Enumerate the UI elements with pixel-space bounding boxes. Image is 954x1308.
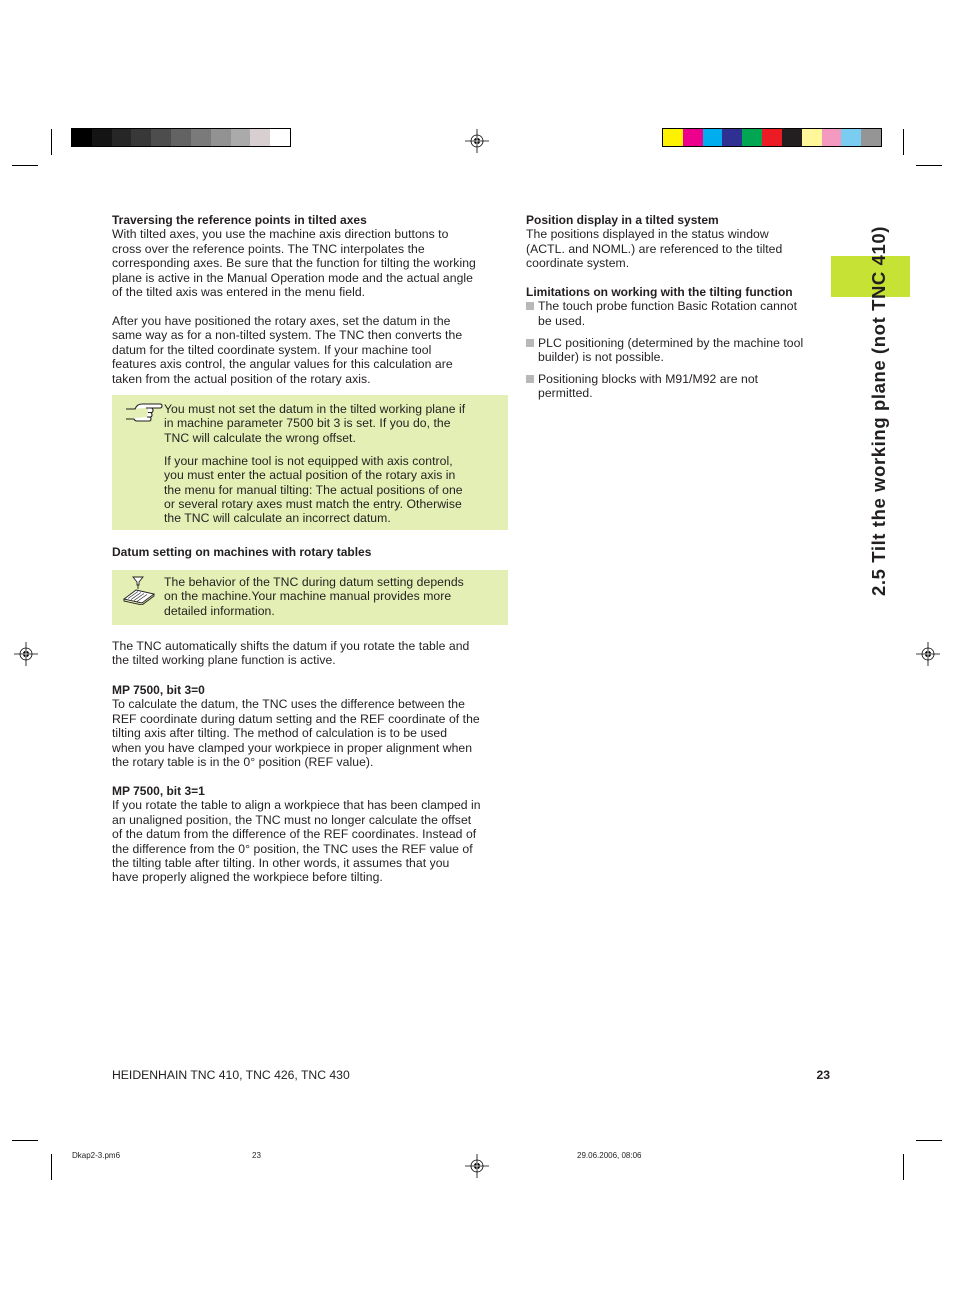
bullet-square-icon: [526, 375, 534, 383]
text-line: The TNC automatically shifts the datum if you rotate the table and: [112, 639, 470, 653]
mp-bit0-section: [112, 683, 508, 769]
text-line: If you rotate the table to align a workpiece that has been clamped in: [112, 798, 481, 813]
color-swatch: [802, 129, 822, 146]
mp-bit1-section: [112, 784, 508, 885]
note-text: [164, 402, 494, 526]
text-line: coordinate system.: [526, 256, 630, 271]
slug-filename: Dkap2-3.pm6: [72, 1151, 121, 1160]
text-line: features axis control, the angular values for this calculation are: [112, 357, 453, 372]
text-line: (ACTL. and NOML.) are referenced to the tilted: [526, 241, 783, 256]
color-swatch: [270, 129, 290, 146]
list-item: [526, 299, 826, 328]
footer-product: HEIDENHAIN TNC 410, TNC 426, TNC 430: [112, 1068, 350, 1082]
text-line: when you have clamped your workpiece in proper alignment when: [112, 740, 473, 755]
paragraph: [112, 697, 508, 769]
limitations-section: [526, 285, 826, 401]
registration-mark-icon: [465, 1154, 489, 1178]
text-line: After you have positioned the rotary axes, set the datum in the: [112, 314, 451, 328]
text-line: same way as for a non-tilted system. The TNC then converts the: [112, 328, 463, 343]
color-swatch: [231, 129, 251, 146]
paragraph: [112, 227, 508, 299]
color-swatch: [861, 129, 881, 146]
machine-manual-icon: [122, 575, 156, 605]
registration-mark-icon: [465, 129, 489, 153]
color-swatch: [742, 129, 762, 146]
list-item: [526, 372, 826, 401]
text-line: of the datum from the difference of the REF coordinates. Instead of: [112, 827, 477, 842]
note-box-machine: [112, 570, 508, 625]
text-line: or several rotary axes must match the entry. Otherwise: [164, 496, 462, 511]
text-line: the menu for manual tilting: The actual positions of one: [164, 482, 463, 497]
section-heading: Datum setting on machines with rotary tables: [112, 545, 372, 559]
color-swatch: [151, 129, 171, 146]
section-heading: MP 7500, bit 3=0: [112, 683, 205, 697]
crop-mark: [916, 1140, 942, 1141]
text-line: the rotary table is in the 0° position (REF value).: [112, 755, 374, 770]
color-swatch: [722, 129, 742, 146]
color-swatch: [92, 129, 112, 146]
text-line: plane is active in the Manual Operation mode and the actual angle: [112, 270, 473, 285]
color-swatch: [171, 129, 191, 146]
grayscale-calibration-bar: [71, 128, 291, 147]
pointing-hand-icon: [124, 401, 164, 423]
color-swatch: [250, 129, 270, 146]
crop-mark: [51, 129, 52, 155]
text-line: have properly aligned the workpiece before tilting.: [112, 870, 383, 885]
color-swatch: [841, 129, 861, 146]
color-swatch: [782, 129, 802, 146]
text-line: detailed information.: [164, 603, 275, 618]
crop-mark: [51, 1154, 52, 1180]
crop-mark: [916, 165, 942, 166]
text-line: You must not set the datum in the tilted working plane if: [164, 402, 466, 416]
color-swatch: [663, 129, 683, 146]
note-text: [164, 575, 494, 618]
bullet-square-icon: [526, 339, 534, 347]
text-line: be used.: [538, 313, 586, 328]
color-swatch: [72, 129, 92, 146]
after-positioning-paragraph: [112, 314, 508, 386]
slug-page: 23: [252, 1151, 261, 1160]
bullet-square-icon: [526, 302, 534, 310]
section-heading: Traversing the reference points in tilted axes: [112, 213, 367, 227]
traversing-section: [112, 213, 508, 299]
color-swatch: [191, 129, 211, 146]
list-item: [526, 336, 826, 365]
text-line: datum for the tilted coordinate system. If your machine tool: [112, 342, 432, 357]
color-swatch: [131, 129, 151, 146]
text-line: The touch probe function Basic Rotation cannot: [538, 299, 798, 314]
registration-mark-icon: [14, 642, 38, 666]
text-line: the tilting table after tilting. In other words, it assumes that you: [112, 856, 450, 871]
page-number: 23: [816, 1068, 830, 1082]
crop-mark: [903, 1154, 904, 1180]
text-line: With tilted axes, you use the machine axis direction buttons to: [112, 227, 449, 242]
text-line: builder) is not possible.: [538, 350, 664, 365]
color-swatch: [683, 129, 703, 146]
section-heading: Position display in a tilted system: [526, 213, 719, 227]
note-box: [112, 395, 508, 530]
crop-mark: [12, 165, 38, 166]
text-line: tilting axis after tilting. The method of calculation is to be used: [112, 726, 448, 741]
paragraph: [112, 798, 508, 884]
color-swatch: [211, 129, 231, 146]
text-line: cross over the reference points. The TNC interpolates the: [112, 241, 425, 256]
color-calibration-bar: [662, 128, 882, 147]
section-heading: MP 7500, bit 3=1: [112, 784, 205, 798]
color-swatch: [703, 129, 723, 146]
text-line: The positions displayed in the status window: [526, 227, 769, 242]
text-line: corresponding axes. Be sure that the function for tilting the working: [112, 256, 476, 271]
crop-mark: [12, 1140, 38, 1141]
text-line: on the machine.Your machine manual provides more: [164, 589, 452, 604]
text-line: REF coordinate during datum setting and the REF coordinate of the: [112, 711, 480, 726]
text-line: an unaligned position, the TNC must no longer calculate the offset: [112, 812, 472, 827]
text-line: The behavior of the TNC during datum setting depends: [164, 575, 464, 589]
color-swatch: [822, 129, 842, 146]
text-line: the TNC will calculate an incorrect datum.: [164, 511, 391, 526]
text-line: the tilted working plane function is active.: [112, 653, 336, 668]
color-swatch: [112, 129, 132, 146]
section-title: 2.5 Tilt the working plane (not TNC 410): [868, 225, 889, 596]
text-line: Positioning blocks with M91/M92 are not: [538, 372, 759, 387]
text-line: permitted.: [538, 386, 593, 401]
slug-date: 29.06.2006, 08:06: [577, 1151, 642, 1160]
paragraph: [526, 227, 826, 270]
text-line: of the tilted axis was entered in the menu field.: [112, 285, 366, 300]
text-line: in machine parameter 7500 bit 3 is set. If you do, the: [164, 416, 451, 431]
text-line: TNC will calculate the wrong offset.: [164, 430, 356, 445]
color-swatch: [762, 129, 782, 146]
text-line: you must enter the actual position of the rotary axis in: [164, 468, 456, 483]
crop-mark: [903, 129, 904, 155]
text-line: PLC positioning (determined by the machine tool: [538, 335, 804, 350]
section-heading: Limitations on working with the tilting function: [526, 285, 793, 299]
text-line: To calculate the datum, the TNC uses the difference between the: [112, 697, 465, 712]
registration-mark-icon: [916, 642, 940, 666]
text-line: If your machine tool is not equipped with axis control,: [164, 453, 453, 468]
text-line: taken from the actual position of the rotary axis.: [112, 371, 371, 386]
text-line: the difference from the 0° position, the TNC uses the REF value of: [112, 841, 473, 856]
position-display-section: [526, 213, 826, 271]
auto-shift-paragraph: [112, 639, 508, 668]
